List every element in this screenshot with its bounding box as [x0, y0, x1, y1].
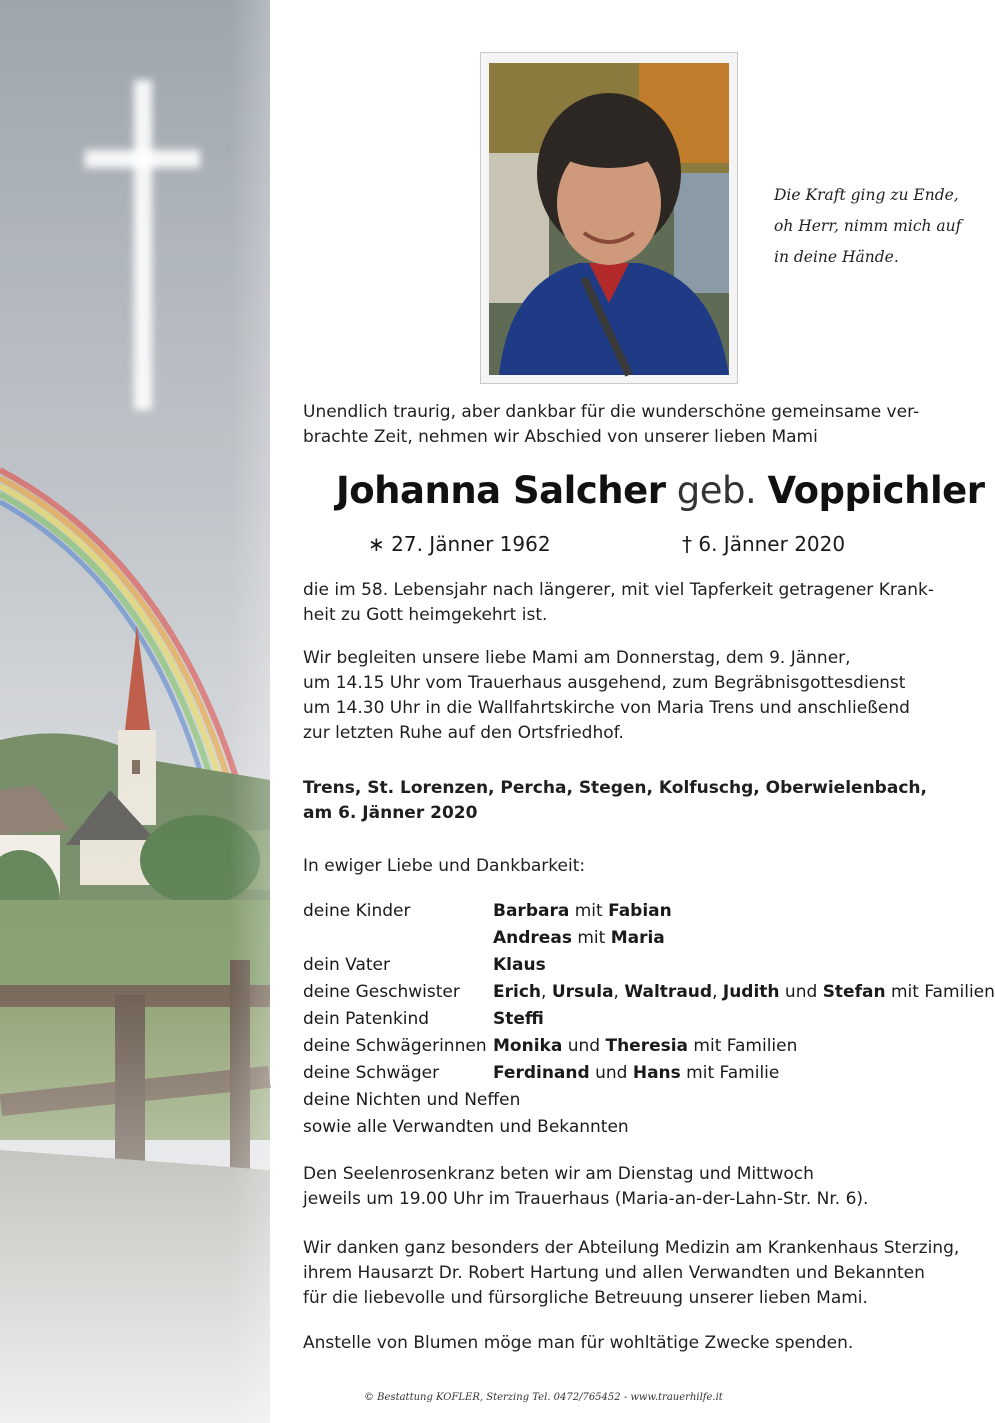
death-date-text: 6. Jänner 2020: [698, 532, 846, 556]
family-connector: mit Familien: [885, 982, 995, 1002]
family-connector: mit Familie: [680, 1063, 780, 1083]
family-member-name: Ferdinand: [493, 1063, 590, 1083]
quote-line: in deine Hände.: [774, 248, 899, 266]
funeral-line: zur letzten Ruhe auf den Ortsfriedhof.: [303, 723, 624, 743]
death-date: [682, 531, 845, 557]
family-member-name: Maria: [610, 928, 665, 948]
family-member-name: Judith: [722, 982, 780, 1002]
family-names: [493, 1006, 544, 1033]
family-relation: deine Schwäger: [303, 1063, 440, 1083]
rosary-line: jeweils um 19.00 Uhr im Trauerhaus (Maria-an-der-Lahn-Str. Nr. 6).: [303, 1189, 869, 1209]
birth-symbol-icon: ∗: [368, 532, 385, 556]
intro-line: Unendlich traurig, aber dankbar für die wunderschöne gemeinsame ver-: [303, 402, 920, 422]
family-connector: und: [779, 982, 823, 1002]
family-member-name: Barbara: [493, 901, 570, 921]
footer-credit: © Bestattung KOFLER, Sterzing Tel. 0472/765452 - www.trauerhilfe.it: [364, 1392, 723, 1403]
places-text: [303, 776, 927, 826]
family-relation: deine Nichten und Neffen: [303, 1090, 521, 1110]
family-member-name: Hans: [632, 1063, 681, 1083]
family-names: [493, 952, 546, 979]
family-connector: mit: [569, 901, 609, 921]
family-names: [493, 898, 672, 925]
deceased-name: [0, 468, 985, 514]
name-geb: geb.: [676, 469, 757, 512]
family-member-name: Theresia: [605, 1036, 689, 1056]
family-names: [493, 1033, 797, 1060]
family-member-name: Fabian: [608, 901, 672, 921]
family-names: [493, 979, 995, 1006]
family-relation: dein Vater: [303, 955, 390, 975]
name-maiden: Voppichler: [767, 469, 985, 512]
side-landscape-illustration: [0, 0, 270, 1423]
family-connector: ,: [541, 982, 552, 1002]
side-landscape-image: [0, 0, 270, 1423]
quote-line: Die Kraft ging zu Ende,: [774, 186, 959, 204]
love-line: In ewiger Liebe und Dankbarkeit:: [303, 856, 586, 876]
age-line: heit zu Gott heimgekehrt ist.: [303, 605, 548, 625]
family-connector: ,: [712, 982, 723, 1002]
thanks-line: Wir danken ganz besonders der Abteilung Medizin am Krankenhaus Sterzing,: [303, 1238, 960, 1258]
thanks-line: für die liebevolle und fürsorgliche Betreuung unserer lieben Mami.: [303, 1288, 868, 1308]
family-connector: ,: [613, 982, 625, 1002]
thanks-line: ihrem Hausarzt Dr. Robert Hartung und allen Verwandten und Bekannten: [303, 1263, 925, 1283]
birth-date-text: 27. Jänner 1962: [391, 532, 551, 556]
family-member-name: Erich: [493, 982, 542, 1002]
birth-date: [368, 531, 551, 557]
quote: [774, 180, 974, 273]
places-line: am 6. Jänner 2020: [303, 803, 478, 823]
age-text: [303, 578, 934, 628]
age-line: die im 58. Lebensjahr nach längerer, mit viel Tapferkeit getragener Krank-: [303, 580, 935, 600]
thanks-text: [303, 1236, 959, 1311]
family-relation: dein Patenkind: [303, 1009, 430, 1029]
family-relation: deine Kinder: [303, 901, 411, 921]
family-member-name: Waltraud: [624, 982, 713, 1002]
funeral-line: um 14.30 Uhr in die Wallfahrtskirche von Maria Trens und anschließend: [303, 698, 910, 718]
quote-line: oh Herr, nimm mich auf: [774, 217, 962, 235]
portrait-photo: [489, 63, 729, 375]
family-names: [493, 925, 665, 952]
rosary-text: [303, 1162, 868, 1212]
intro-line: brachte Zeit, nehmen wir Abschied von unserer lieben Mami: [303, 427, 818, 447]
funeral-text: [303, 646, 910, 746]
intro-text: [303, 400, 919, 450]
family-connector: und: [589, 1063, 633, 1083]
family-connector: mit: [571, 928, 611, 948]
places-line: Trens, St. Lorenzen, Percha, Stegen, Kolfuschg, Oberwielenbach,: [303, 778, 927, 798]
family-member-name: Steffi: [493, 1009, 544, 1029]
flowers-text: Anstelle von Blumen möge man für wohltätige Zwecke spenden.: [303, 1333, 854, 1353]
family-relation: deine Geschwister: [303, 982, 460, 1002]
family-member-name: Andreas: [493, 928, 572, 948]
family-member-name: Stefan: [822, 982, 886, 1002]
death-symbol-icon: †: [682, 532, 692, 556]
family-connector: und: [562, 1036, 606, 1056]
family-member-name: Ursula: [551, 982, 614, 1002]
family-relation: deine Schwägerinnen: [303, 1036, 487, 1056]
portrait-illustration: [489, 63, 729, 375]
family-member-name: Monika: [493, 1036, 563, 1056]
portrait-frame: [480, 52, 738, 384]
family-relation: sowie alle Verwandten und Bekannten: [303, 1117, 629, 1137]
name-first: Johanna Salcher: [336, 469, 666, 512]
funeral-line: um 14.15 Uhr vom Trauerhaus ausgehend, zum Begräbnisgottesdienst: [303, 673, 906, 693]
family-member-name: Klaus: [493, 955, 546, 975]
family-names: [493, 1060, 779, 1087]
funeral-line: Wir begleiten unsere liebe Mami am Donnerstag, dem 9. Jänner,: [303, 648, 851, 668]
family-connector: mit Familien: [688, 1036, 798, 1056]
rosary-line: Den Seelenrosenkranz beten wir am Dienstag und Mittwoch: [303, 1164, 814, 1184]
